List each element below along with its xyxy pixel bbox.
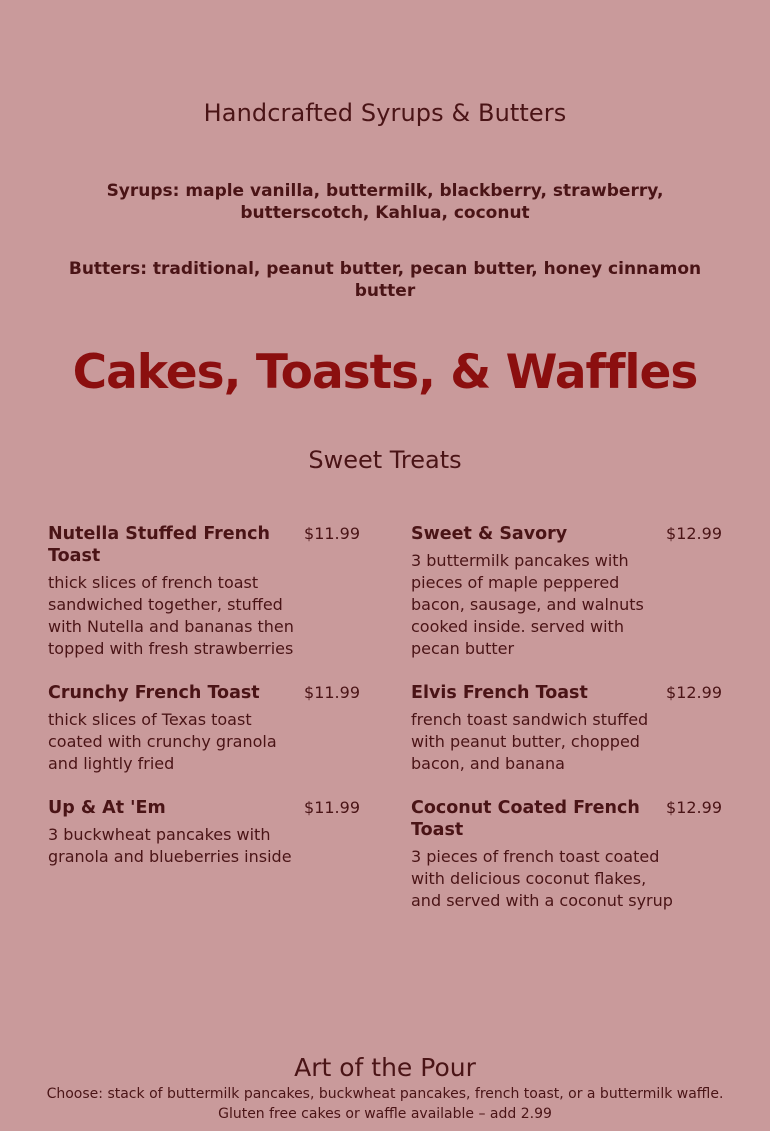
menu-item-name: Up & At 'Em [48, 798, 166, 818]
menu-item [411, 523, 722, 660]
menu-item-name: Coconut Coated French Toast [411, 798, 640, 840]
section-subtitle: Sweet Treats [308, 446, 462, 474]
menu-item-description: french toast sandwich stuffed with peanut butter, chopped bacon, and banana [411, 710, 649, 773]
syrups-butters-title: Handcrafted Syrups & Butters [203, 99, 567, 127]
menu-item-description: 3 buttermilk pancakes with pieces of maple peppered bacon, sausage, and walnuts cooked inside. served with pecan butter [411, 551, 644, 658]
menu-item [48, 797, 360, 868]
menu-item-description: thick slices of french toast sandwiched together, stuffed with Nutella and bananas then topped with fresh strawberries [48, 573, 294, 658]
menu-item-name: Nutella Stuffed French Toast [48, 524, 270, 566]
menu-item [48, 523, 360, 660]
menu-item-description: thick slices of Texas toast coated with crunchy granola and lightly fried [48, 710, 277, 773]
menu-item-price: $12.99 [666, 524, 722, 543]
menu-item-name: Crunchy French Toast [48, 683, 260, 703]
menu-item-price: $12.99 [666, 798, 722, 817]
menu-item-description: 3 buckwheat pancakes with granola and blueberries inside [48, 825, 292, 866]
menu-column-left [48, 523, 360, 890]
syrups-list: Syrups: maple vanilla, buttermilk, blackberry, strawberry, butterscotch, Kahlua, coconut [106, 181, 664, 223]
section-title: Cakes, Toasts, & Waffles [72, 345, 698, 400]
menu-item-price: $11.99 [304, 524, 360, 543]
pour-choose-line: Choose: stack of buttermilk pancakes, buckwheat pancakes, french toast, or a buttermilk waffle. [46, 1086, 724, 1102]
menu-item [411, 682, 722, 775]
menu-item-price: $11.99 [304, 683, 360, 702]
menu-item-name: Elvis French Toast [411, 683, 588, 703]
menu-item [411, 797, 722, 912]
menu-column-right [411, 523, 722, 934]
menu-item-price: $11.99 [304, 798, 360, 817]
menu-item-price: $12.99 [666, 683, 722, 702]
menu-item [48, 682, 360, 775]
menu-item-description: 3 pieces of french toast coated with delicious coconut flakes, and served with a coconut syrup [411, 847, 673, 910]
butters-list: Butters: traditional, peanut butter, pecan butter, honey cinnamon butter [68, 259, 702, 301]
pour-gluten-free-line: Gluten free cakes or waffle available – add 2.99 [218, 1106, 552, 1122]
pour-title: Art of the Pour [294, 1053, 476, 1082]
menu-item-name: Sweet & Savory [411, 524, 568, 544]
